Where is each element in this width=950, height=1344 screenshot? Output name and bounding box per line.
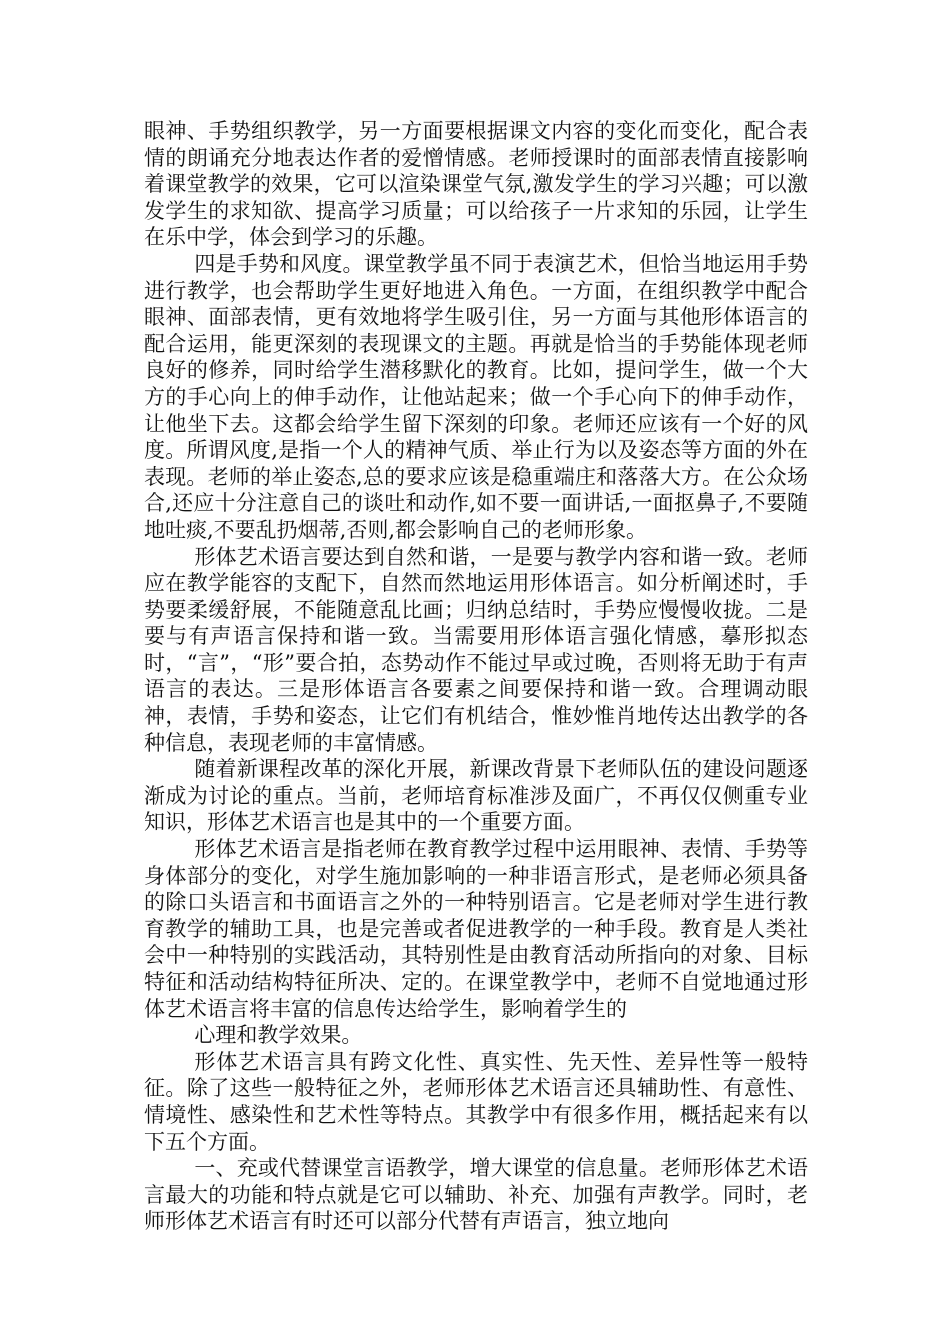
paragraph-5: 形体艺术语言是指老师在教育教学过程中运用眼神、表情、手势等身体部分的变化，对学生施加影响的一种非语言形式，是老师必须具备的除口头语言和书面语言之外的一种特别语言。它是老师对学生进行教育教学的辅助工具，也是完善或者促进教学的一种手段。教育是人类社会中一种特别的实践活动，其特别性是由教育活动所指向的对象、目标特征和活动结构特征所决、定的。在课堂教学中，老师不自觉地通过形体艺术语言将丰富的信息传达给学生，影响着学生的 [144,837,808,1021]
paragraph-6: 心理和教学效果。 [194,1023,363,1048]
paragraph-7: 形体艺术语言具有跨文化性、真实性、先天性、差异性等一般特征。除了这些一般特征之外，老师形体艺术语言还具辅助性、有意性、情境性、感染性和艺术性等特点。其教学中有很多作用，概括起来有以下五个方面。 [144,1049,808,1154]
paragraph-8: 一、充或代替课堂言语教学，增大课堂的信息量。老师形体艺术语言最大的功能和特点就是它可以辅助、补充、加强有声教学。同时，老师形体艺术语言有时还可以部分代替有声语言，独立地向 [144,1156,808,1234]
document-body [144,118,808,1235]
paragraph-2: 四是手势和风度。课堂教学虽不同于表演艺术，但恰当地运用手势进行教学，也会帮助学生更好地进入角色。一方面，在组织教学中配合眼神、面部表情，更有效地将学生吸引住，另一方面与其他形体语言的配合运用，能更深刻的表现课文的主题。再就是恰当的手势能体现老师良好的修养，同时给学生潜移默化的教育。比如，提问学生，做一个大方的手心向上的伸手动作，让他站起来；做一个手心向下的伸手动作，让他坐下去。这都会给学生留下深刻的印象。老师还应该有一个好的风度。所谓风度,是指一个人的精神气质、举止行为以及姿态等方面的外在表现。老师的举止姿态,总的要求应该是稳重端庄和落落大方。在公众场合,还应十分注意自己的谈吐和动作,如不要一面讲话,一面抠鼻子,不要随地吐痰,不要乱扔烟蒂,否则,都会影响自己的老师形象。 [144,251,808,542]
paragraph-3: 形体艺术语言要达到自然和谐，一是要与教学内容和谐一致。老师应在教学能容的支配下，自然而然地运用形体语言。如分析阐述时，手势要柔缓舒展，不能随意乱比画；归纳总结时，手势应慢慢收拢。二是要与有声语言保持和谐一致。当需要用形体语言强化情感，摹形拟态时，“言”，“形”要合拍，态势动作不能过早或过晚，否则将无助于有声语言的表达。三是形体语言各要素之间要保持和谐一致。合理调动眼神，表情，手势和姿态，让它们有机结合，惟妙惟肖地传达出教学的各种信息，表现老师的丰富情感。 [144,544,808,755]
paragraph-1: 眼神、手势组织教学，另一方面要根据课文内容的变化而变化，配合表情的朗诵充分地表达作者的爱憎情感。老师授课时的面部表情直接影响着课堂教学的效果，它可以渲染课堂气氛,激发学生的学习兴趣；可以激发学生的求知欲、提高学习质量；可以给孩子一片求知的乐园，让学生在乐中学，体会到学习的乐趣。 [144,119,808,250]
paragraph-4: 随着新课程改革的深化开展，新课改背景下老师队伍的建设问题逐渐成为讨论的重点。当前，老师培育标准涉及面广，不再仅仅侧重专业知识，形体艺术语言也是其中的一个重要方面。 [144,757,808,835]
